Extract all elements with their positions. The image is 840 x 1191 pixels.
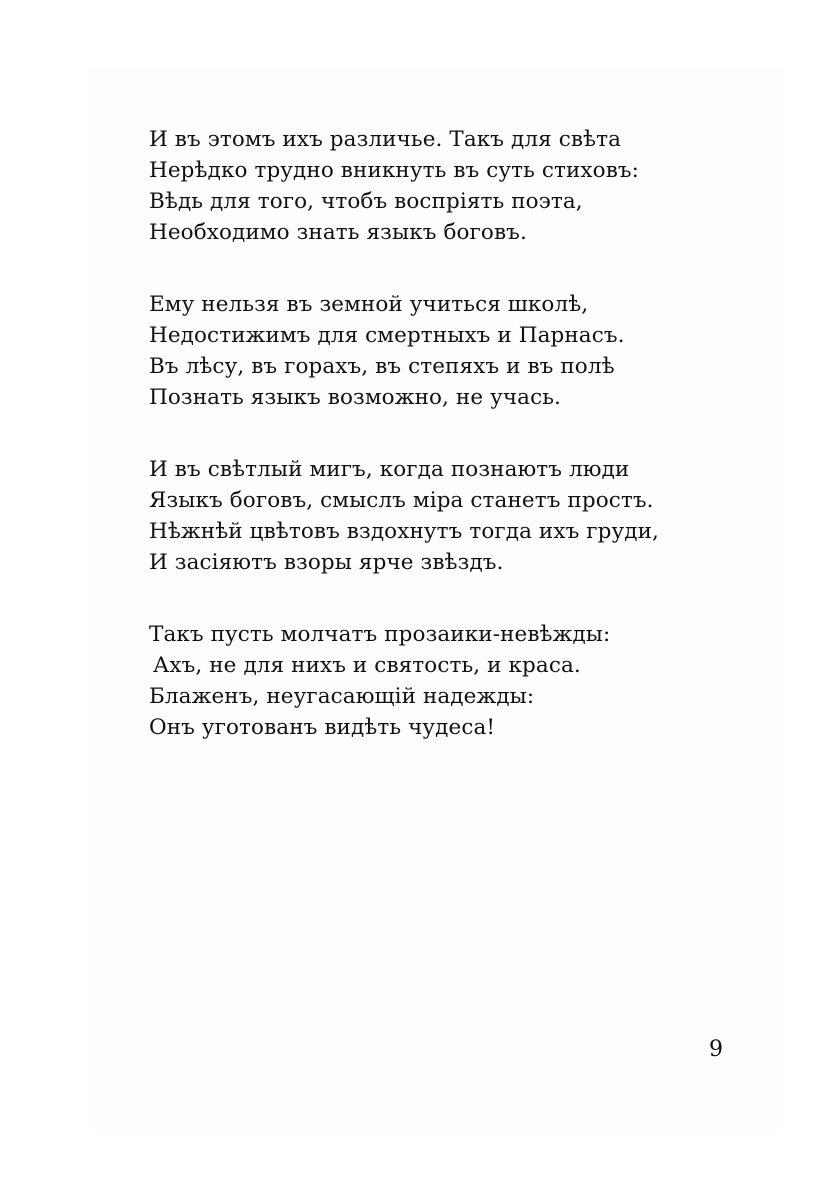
poem-line: Нѣжнѣй цвѣтовъ вздохнутъ тогда ихъ груди, [149,519,659,544]
stanza-2 [149,289,709,413]
poem-line: Онъ уготованъ видѣть чудеса! [149,715,496,740]
poem-line: Необходимо знать языкъ боговъ. [149,220,527,245]
poem-line: Ему нельзя въ земной учиться школѣ, [149,292,589,317]
stanza-4 [149,619,709,743]
poem-line: И въ свѣтлый мигъ, когда познаютъ люди [149,457,630,482]
poem-line: Блаженъ, неугасающій надежды: [149,684,535,709]
poem-line: И въ этомъ ихъ различье. Такъ для свѣта [149,127,622,152]
poem-line: Вѣдь для того, чтобъ воспріять поэта, [149,189,583,214]
poem-text [149,124,709,784]
poem-line: Такъ пусть молчатъ прозаики-невѣжды: [149,622,611,647]
poem-line: Познать языкъ возможно, не учась. [149,385,561,410]
poem-line: Ахъ, не для нихъ и святость, и краса. [153,653,581,678]
poem-line: Недостижимъ для смертныхъ и Парнасъ. [149,323,625,348]
poem-line: Въ лѣсу, въ горахъ, въ степяхъ и въ полѣ [149,354,615,379]
poem-line: Языкъ боговъ, смыслъ міра станетъ простъ. [149,488,654,513]
poem-line: И засіяютъ взоры ярче звѣздъ. [149,550,504,575]
page-number: 9 [709,1037,723,1062]
stanza-1 [149,124,709,248]
poem-line: Нерѣдко трудно вникнуть въ суть стиховъ: [149,158,640,183]
stanza-3 [149,454,709,578]
